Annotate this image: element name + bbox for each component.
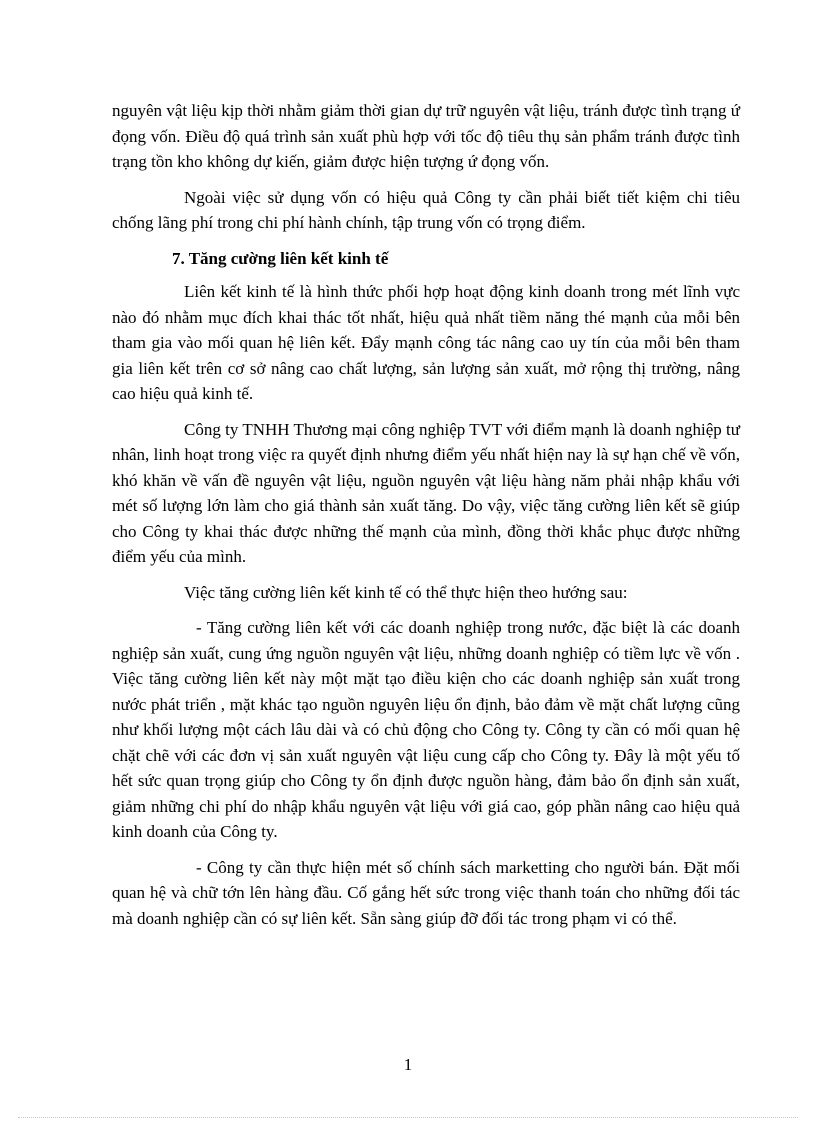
document-page [112, 98, 740, 941]
page-number: 1 [403, 1055, 413, 1074]
paragraph-company-strengths: Công ty TNHH Thương mại công nghiệp TVT với điểm mạnh là doanh nghiệp tư nhân, linh hoạt trong việc ra quyết định nhưng điểm yếu nhất hiện nay là sự hạn chế về vốn, khó khăn về vấn đề nguyên vật liệu, nguồn nguyên vật liệu hàng năm phải nhập khẩu với mét số lượng lớn làm cho giá thành sản xuất tăng. Do vậy, việc tăng cường liên kết sẽ giúp cho Công ty khai thác được những thế mạnh của mình, đồng thời khắc phục được những điểm yếu của mình. [112, 419, 740, 566]
bullet-marketing-policy: - Công ty cần thực hiện mét số chính sách marketting cho người bán. Đặt mối quan hệ và chữ tớn lên hàng đầu. Cố gắng hết sức trong việc thanh toán cho những đối tác mà doanh nghiệp cần có sự liên kết. Sẵn sàng giúp đỡ đối tác trong phạm vi có thể. [112, 857, 740, 928]
paragraph-continuation: nguyên vật liệu kịp thời nhằm giảm thời gian dự trữ nguyên vật liệu, tránh được tình trạng ứ đọng vốn. Điều độ quá trình sản xuất phù hợp với tốc độ tiêu thụ sản phẩm tránh được tình trạng tồn kho không dự kiến, giảm được hiện tượng ứ đọng vốn. [112, 101, 740, 171]
bullet-domestic-linkage: - Tăng cường liên kết với các doanh nghiệp trong nước, đặc biệt là các doanh nghiệp sản xuất, cung ứng nguồn nguyên vật liệu, những doanh nghiệp có tiềm lực về vốn . Việc tăng cường liên kết này một mặt tạo điều kiện cho các doanh nghiệp sản xuất trong nước phát triển , mặt khác tạo nguồn nguyên liệu ổn định, bảo đảm về mặt chất lượng cũng như khối lượng một cách lâu dài và có chủ động cho Công ty. Công ty cần có mối quan hệ chặt chẽ với các đơn vị sản xuất nguyên vật liệu cung cấp cho Công ty. Đây là một yếu tố hết sức quan trọng giúp cho Công ty ổn định được nguồn hàng, đảm bảo ổn định sản xuất, giảm những chi phí do nhập khẩu nguyên vật liệu với giá cao, góp phần nâng cao hiệu quả kinh doanh của Công ty. [112, 618, 740, 841]
section-heading: 7. Tăng cường liên kết kinh tế [172, 248, 389, 268]
paragraph-economic-linkage-definition: Liên kết kinh tế là hình thức phối hợp hoạt động kinh doanh trong mét lĩnh vực nào đó nhằm mục đích khai thác tốt nhất, hiệu quả nhất tiềm năng thé mạnh của mỗi bên tham gia vào mối quan hệ liên kết. Đẩy mạnh công tác nâng cao uy tín của mỗi bên tham gia liên kết trên cơ sở nâng cao chất lượng, sản lượng sản xuất, mở rộng thị trường, nâng cao hiệu quả kinh tế. [112, 282, 740, 403]
paragraph-directions-intro: Việc tăng cường liên kết kinh tế có thể thực hiện theo hướng sau: [184, 582, 628, 602]
page-bottom-divider [18, 1117, 798, 1118]
paragraph-saving-costs: Ngoài việc sử dụng vốn có hiệu quả Công ty cần phải biết tiết kiệm chi tiêu chống lãng phí trong chi phí hành chính, tập trung vốn có trọng điểm. [112, 187, 740, 232]
